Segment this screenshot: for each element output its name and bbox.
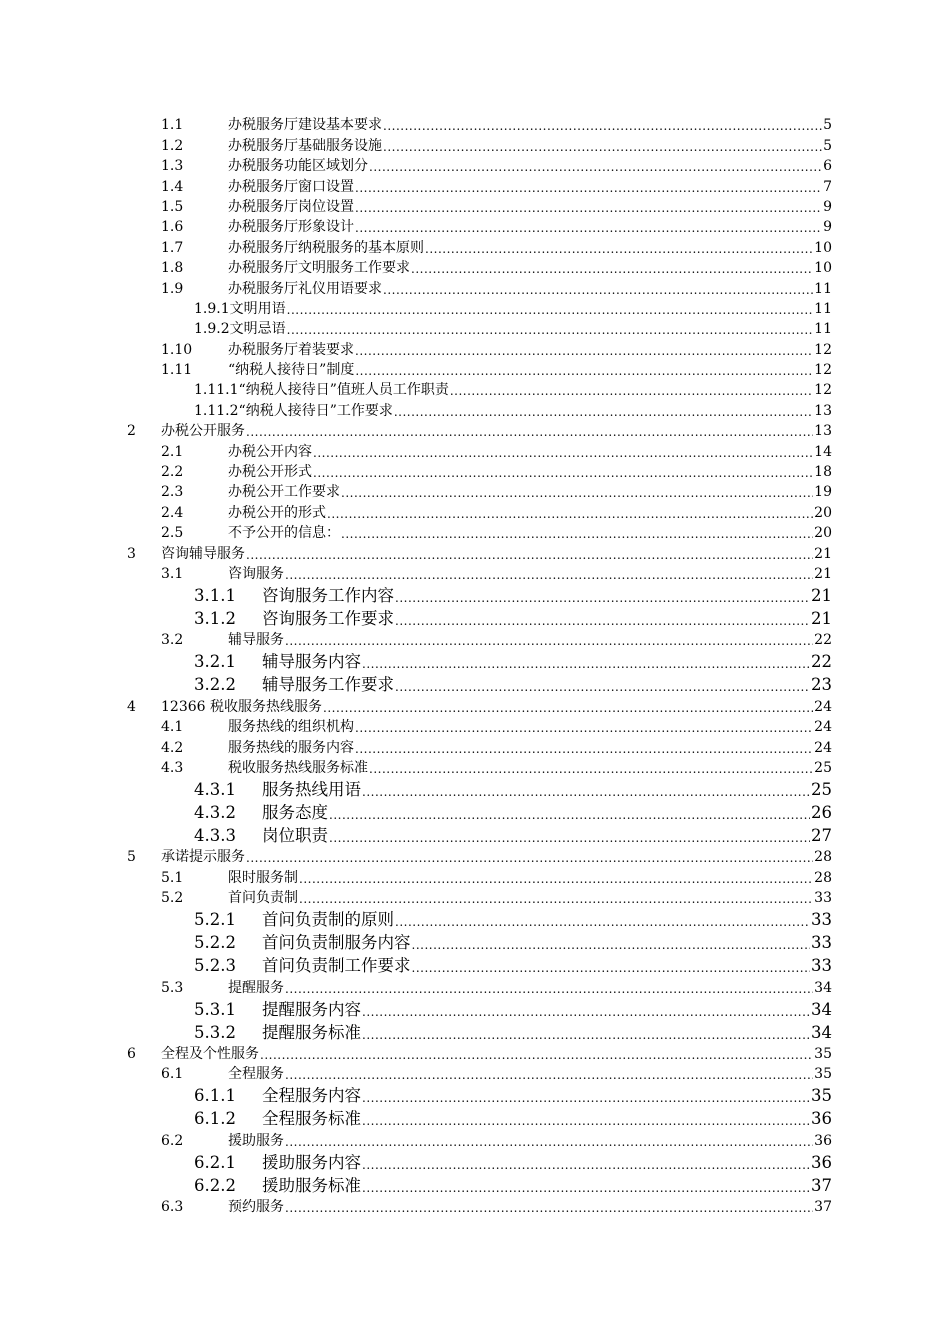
toc-entry[interactable] [0, 976, 832, 996]
toc-entry-title: 办税服务厅礼仪用语要求 [228, 280, 382, 297]
toc-entry-title: 办税公开形式 [228, 464, 312, 481]
toc-entry-title: 办税服务厅窗口设置 [228, 178, 354, 195]
toc-entry-title: 限时服务制 [228, 869, 298, 886]
toc-entry[interactable] [0, 175, 832, 195]
toc-entry[interactable] [0, 420, 832, 440]
toc-entry[interactable] [0, 1106, 832, 1129]
toc-entry-title: 文明忌语 [229, 321, 286, 338]
toc-entry-title: 承诺提示服务 [161, 849, 245, 866]
toc-entry-page-number: 33 [811, 933, 832, 953]
toc-entry-title: 首问负责制工作要求 [262, 956, 411, 976]
toc-entry-title: 办税公开工作要求 [228, 484, 340, 501]
toc-entry-number: 5 [127, 849, 136, 866]
toc-entry-page-number: 7 [823, 178, 832, 195]
toc-entry-number: 2.1 [161, 443, 184, 460]
toc-entry-title: 办税服务厅建设基本要求 [228, 117, 382, 134]
toc-entry-number: 1.9.1 [194, 300, 230, 317]
dot-leader [395, 591, 810, 606]
toc-entry-number: 6.1.2 [194, 1109, 236, 1129]
dot-leader [369, 762, 813, 777]
toc-entry[interactable] [0, 1043, 832, 1063]
toc-entry[interactable] [0, 866, 832, 886]
toc-entry-title: 12366 税收服务热线服务 [161, 698, 322, 715]
toc-entry-number: 1.1 [161, 117, 184, 134]
toc-entry-page-number: 10 [814, 260, 832, 277]
toc-entry-title: 咨询服务 [228, 565, 284, 582]
dot-leader [362, 1158, 810, 1173]
toc-entry-page-number: 24 [814, 719, 832, 736]
dot-leader [355, 364, 813, 379]
toc-entry-page-number: 35 [814, 1045, 832, 1062]
toc-entry-title: 服务热线的组织机构 [228, 719, 354, 736]
dot-leader [412, 938, 811, 953]
toc-entry-number: 6.2.2 [194, 1175, 236, 1195]
toc-entry-number: 5.2 [161, 890, 184, 907]
toc-entry-page-number: 11 [814, 280, 832, 297]
toc-entry-page-number: 34 [814, 979, 832, 996]
toc-entry-title: 提醒服务内容 [262, 999, 361, 1019]
toc-entry-page-number: 12 [814, 341, 832, 358]
toc-entry[interactable] [0, 318, 832, 338]
toc-entry-title: 办税服务厅形象设计 [228, 219, 354, 236]
dot-leader [285, 1135, 813, 1150]
toc-entry[interactable] [0, 359, 832, 379]
toc-entry[interactable] [0, 379, 832, 399]
dot-leader [362, 1114, 810, 1129]
toc-entry[interactable] [0, 399, 832, 419]
dot-leader [299, 892, 813, 907]
toc-entry-page-number: 11 [814, 300, 832, 317]
toc-entry-page-number: 25 [811, 779, 832, 799]
dot-leader [395, 614, 810, 629]
toc-entry[interactable] [0, 695, 832, 715]
toc-entry[interactable] [0, 277, 832, 297]
dot-leader [355, 742, 813, 757]
dot-leader [383, 119, 822, 134]
dot-leader [411, 262, 813, 277]
toc-entry-page-number: 20 [814, 504, 832, 521]
toc-entry-title: 服务态度 [262, 802, 328, 822]
toc-entry[interactable] [0, 907, 832, 930]
toc-entry-title: 办税服务功能区域划分 [228, 158, 368, 175]
toc-entry-number: 5.3.1 [194, 999, 236, 1019]
toc-entry-page-number: 24 [814, 698, 832, 715]
toc-entry-title: 咨询辅导服务 [161, 545, 245, 562]
toc-entry-number: 4 [127, 698, 136, 715]
toc-entry[interactable] [0, 134, 832, 154]
toc-entry-number: 5.2.2 [194, 933, 236, 953]
dot-leader [246, 425, 813, 440]
toc-entry-number: 6.1.1 [194, 1086, 236, 1106]
dot-leader [341, 486, 813, 501]
toc-entry-page-number: 33 [811, 910, 832, 930]
dot-leader [285, 982, 813, 997]
toc-entry[interactable] [0, 1196, 832, 1216]
toc-entry[interactable] [0, 216, 832, 236]
toc-entry-page-number: 22 [811, 652, 832, 672]
dot-leader [395, 680, 810, 695]
toc-entry[interactable] [0, 823, 832, 846]
toc-entry-title: 岗位职责 [262, 825, 328, 845]
toc-entry-page-number: 12 [814, 382, 832, 399]
toc-entry-page-number: 34 [811, 999, 832, 1019]
toc-entry-number: 3.2.2 [194, 675, 236, 695]
toc-entry[interactable] [0, 338, 832, 358]
toc-entry-title: 首问负责制的原则 [262, 910, 394, 930]
toc-entry[interactable] [0, 649, 832, 672]
toc-entry[interactable] [0, 461, 832, 481]
dot-leader [369, 160, 822, 175]
dot-leader [395, 915, 810, 930]
toc-entry[interactable] [0, 1173, 832, 1196]
toc-entry-number: 3 [127, 545, 136, 562]
toc-entry-title: 援助服务 [228, 1132, 284, 1149]
dot-leader [299, 872, 813, 887]
dot-leader [313, 446, 813, 461]
toc-entry-number: 4.1 [161, 719, 184, 736]
toc-entry-title: “纳税人接待日”值班人员工作职责 [238, 382, 449, 399]
toc-entry-number: 4.3.2 [194, 802, 236, 822]
toc-entry[interactable] [0, 997, 832, 1020]
toc-entry[interactable] [0, 629, 832, 649]
toc-entry-title: 办税公开服务 [161, 423, 245, 440]
toc-entry-number: 2.5 [161, 525, 184, 542]
dot-leader [285, 568, 813, 583]
toc-entry-title: 咨询服务工作要求 [262, 608, 394, 628]
toc-entry-title: 文明用语 [229, 300, 286, 317]
dot-leader [341, 527, 813, 542]
toc-entry[interactable] [0, 440, 832, 460]
toc-entry-title: 援助服务内容 [262, 1152, 361, 1172]
toc-entry-page-number: 14 [814, 443, 832, 460]
toc-entry-number: 2.2 [161, 464, 184, 481]
toc-entry-number: 5.2.1 [194, 910, 236, 930]
dot-leader [246, 851, 813, 866]
toc-entry-page-number: 5 [823, 117, 832, 134]
toc-entry-page-number: 36 [814, 1132, 832, 1149]
toc-entry[interactable] [0, 1129, 832, 1149]
toc-entry-title: 全程服务内容 [262, 1086, 361, 1106]
toc-entry-page-number: 21 [811, 585, 832, 605]
toc-entry[interactable] [0, 298, 832, 318]
dot-leader [323, 701, 813, 716]
dot-leader [355, 221, 822, 236]
toc-entry[interactable] [0, 1020, 832, 1043]
toc-entry-number: 6.2.1 [194, 1152, 236, 1172]
dot-leader [450, 384, 813, 399]
toc-entry-page-number: 11 [814, 321, 832, 338]
toc-entry-number: 1.7 [161, 239, 184, 256]
dot-leader [285, 1201, 813, 1216]
toc-entry[interactable] [0, 757, 832, 777]
toc-entry-number: 1.2 [161, 137, 184, 154]
toc-entry-page-number: 13 [814, 423, 832, 440]
toc-entry-title: 提醒服务标准 [262, 1022, 361, 1042]
toc-entry-number: 1.10 [161, 341, 193, 358]
toc-entry-page-number: 35 [811, 1086, 832, 1106]
toc-entry-page-number: 36 [811, 1109, 832, 1129]
toc-entry[interactable] [0, 887, 832, 907]
toc-entry-title: 办税服务厅纳税服务的基本原则 [228, 239, 424, 256]
dot-leader [260, 1048, 813, 1063]
toc-entry-page-number: 33 [811, 956, 832, 976]
toc-entry[interactable] [0, 155, 832, 175]
toc-entry-number: 1.8 [161, 260, 184, 277]
toc-entry-title: 办税服务厅文明服务工作要求 [228, 260, 410, 277]
toc-entry-title: 辅导服务工作要求 [262, 675, 394, 695]
toc-entry-number: 3.1 [161, 565, 184, 582]
toc-entry-number: 6 [127, 1045, 136, 1062]
toc-entry-number: 1.9 [161, 280, 184, 297]
dot-leader [285, 1068, 813, 1083]
toc-entry-page-number: 13 [814, 402, 832, 419]
toc-entry-number: 3.1.1 [194, 585, 236, 605]
toc-entry-title: 咨询服务工作内容 [262, 585, 394, 605]
toc-entry-number: 5.2.3 [194, 956, 236, 976]
toc-entry-number: 4.3.3 [194, 825, 236, 845]
dot-leader [362, 1028, 810, 1043]
dot-leader [287, 303, 814, 318]
toc-entry-title: 不予公开的信息： [228, 525, 340, 542]
dot-leader [362, 1005, 810, 1020]
dot-leader [362, 657, 810, 672]
toc-entry[interactable] [0, 236, 832, 256]
dot-leader [287, 323, 814, 338]
dot-leader [329, 808, 810, 823]
toc-entry[interactable] [0, 1063, 832, 1083]
toc-entry-title: 服务热线用语 [262, 779, 361, 799]
toc-entry[interactable] [0, 1150, 832, 1173]
toc-entry[interactable] [0, 736, 832, 756]
dot-leader [383, 283, 813, 298]
table-of-contents [0, 114, 950, 1216]
toc-entry-page-number: 21 [814, 545, 832, 562]
toc-entry[interactable] [0, 501, 832, 521]
toc-entry-number: 1.4 [161, 178, 184, 195]
toc-entry-number: 1.3 [161, 158, 184, 175]
dot-leader [355, 201, 822, 216]
dot-leader [313, 466, 813, 481]
dot-leader [355, 344, 813, 359]
toc-entry-title: 提醒服务 [228, 979, 284, 996]
toc-entry-title: 税收服务热线服务标准 [228, 759, 368, 776]
toc-entry-page-number: 33 [814, 890, 832, 907]
toc-entry-number: 6.1 [161, 1066, 184, 1083]
toc-entry-page-number: 21 [811, 608, 832, 628]
toc-entry-title: 办税服务厅着装要求 [228, 341, 354, 358]
toc-entry-title: 援助服务标准 [262, 1175, 361, 1195]
toc-entry-page-number: 28 [814, 869, 832, 886]
toc-entry[interactable] [0, 606, 832, 629]
toc-entry-page-number: 12 [814, 362, 832, 379]
toc-entry-number: 6.3 [161, 1199, 184, 1216]
toc-entry-page-number: 23 [811, 675, 832, 695]
toc-entry-title: 首问负责制服务内容 [262, 933, 411, 953]
toc-entry-page-number: 22 [814, 632, 832, 649]
toc-entry-page-number: 21 [814, 565, 832, 582]
toc-entry-page-number: 36 [811, 1152, 832, 1172]
toc-entry-page-number: 34 [811, 1022, 832, 1042]
toc-entry-number: 3.2 [161, 632, 184, 649]
toc-entry-title: 全程服务标准 [262, 1109, 361, 1129]
toc-entry-page-number: 26 [811, 802, 832, 822]
toc-entry-page-number: 35 [814, 1066, 832, 1083]
dot-leader [412, 961, 811, 976]
toc-entry-number: 1.5 [161, 198, 184, 215]
toc-entry[interactable] [0, 1083, 832, 1106]
toc-entry[interactable] [0, 542, 832, 562]
toc-entry-title: 服务热线的服务内容 [228, 739, 354, 756]
toc-entry-number: 1.6 [161, 219, 184, 236]
dot-leader [327, 507, 813, 522]
toc-entry[interactable] [0, 522, 832, 542]
toc-entry-page-number: 5 [823, 137, 832, 154]
toc-entry-page-number: 24 [814, 739, 832, 756]
toc-entry-title: 全程服务 [228, 1066, 284, 1083]
dot-leader [246, 548, 813, 563]
dot-leader [383, 140, 822, 155]
toc-entry-title: “纳税人接待日”制度 [228, 362, 355, 379]
toc-entry[interactable] [0, 716, 832, 736]
dot-leader [329, 831, 810, 846]
dot-leader [355, 181, 822, 196]
toc-entry[interactable] [0, 930, 832, 953]
toc-entry-title: 辅导服务 [228, 632, 284, 649]
toc-entry-title: 首问负责制 [228, 890, 298, 907]
toc-entry-number: 2.4 [161, 504, 184, 521]
toc-entry[interactable] [0, 257, 832, 277]
toc-entry-page-number: 9 [823, 198, 832, 215]
toc-entry-number: 4.3 [161, 759, 184, 776]
toc-entry-title: 办税公开的形式 [228, 504, 326, 521]
toc-entry-title: “纳税人接待日”工作要求 [238, 402, 393, 419]
toc-entry-number: 6.2 [161, 1132, 184, 1149]
toc-entry-title: 辅导服务内容 [262, 652, 361, 672]
toc-entry-number: 5.1 [161, 869, 184, 886]
toc-entry-number: 1.11.1 [194, 382, 239, 399]
toc-entry-number: 2 [127, 423, 136, 440]
toc-entry-number: 1.9.2 [194, 321, 230, 338]
toc-entry[interactable] [0, 563, 832, 583]
dot-leader [394, 405, 813, 420]
dot-leader [425, 242, 813, 257]
dot-leader [362, 1181, 810, 1196]
dot-leader [362, 785, 810, 800]
toc-entry[interactable] [0, 196, 832, 216]
toc-entry-title: 办税服务厅岗位设置 [228, 198, 354, 215]
toc-entry-title: 办税公开内容 [228, 443, 312, 460]
toc-entry-number: 4.3.1 [194, 779, 236, 799]
toc-entry[interactable] [0, 672, 832, 695]
toc-entry-title: 办税服务厅基础服务设施 [228, 137, 382, 154]
toc-entry-number: 3.1.2 [194, 608, 236, 628]
toc-entry-page-number: 6 [823, 158, 832, 175]
toc-entry-page-number: 18 [814, 464, 832, 481]
toc-entry-number: 1.11.2 [194, 402, 239, 419]
dot-leader [285, 634, 813, 649]
toc-entry-title: 全程及个性服务 [161, 1045, 259, 1062]
toc-entry-page-number: 19 [814, 484, 832, 501]
toc-entry-page-number: 9 [823, 219, 832, 236]
toc-entry[interactable] [0, 583, 832, 606]
toc-entry[interactable] [0, 846, 832, 866]
toc-entry-page-number: 10 [814, 239, 832, 256]
toc-entry[interactable] [0, 114, 832, 134]
toc-entry-number: 3.2.1 [194, 652, 236, 672]
toc-entry-page-number: 28 [814, 849, 832, 866]
toc-entry[interactable] [0, 481, 832, 501]
toc-entry-page-number: 37 [811, 1175, 832, 1195]
toc-entry-number: 2.3 [161, 484, 184, 501]
toc-entry-title: 预约服务 [228, 1199, 284, 1216]
dot-leader [362, 1091, 810, 1106]
toc-entry-number: 5.3 [161, 979, 184, 996]
toc-entry-number: 1.11 [161, 362, 193, 379]
dot-leader [355, 721, 813, 736]
toc-entry[interactable] [0, 800, 832, 823]
toc-entry-page-number: 37 [814, 1199, 832, 1216]
toc-entry-page-number: 27 [811, 825, 832, 845]
toc-entry[interactable] [0, 777, 832, 800]
toc-entry-page-number: 25 [814, 759, 832, 776]
toc-entry-number: 4.2 [161, 739, 184, 756]
toc-entry[interactable] [0, 953, 832, 976]
toc-entry-number: 5.3.2 [194, 1022, 236, 1042]
toc-entry-page-number: 20 [814, 525, 832, 542]
